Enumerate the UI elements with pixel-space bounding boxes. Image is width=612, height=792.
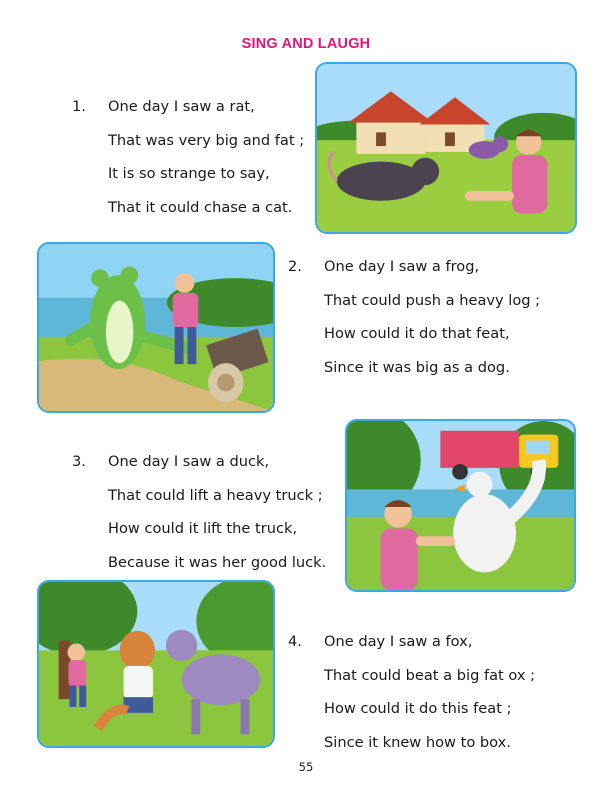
poem-line: How could it do this feat ;	[324, 700, 512, 717]
poem-number: 2.	[288, 258, 302, 275]
poem-line: That could push a heavy log ;	[324, 291, 541, 309]
poem-line: Because it was her good luck.	[108, 553, 327, 571]
poem-line: Since it was big as a dog.	[324, 358, 510, 376]
poem-number: 3.	[72, 453, 86, 470]
illustration-rat-chasing-cat	[315, 62, 577, 234]
poem-line: One day I saw a rat,	[108, 98, 255, 115]
illustration-duck-lifting-truck	[345, 419, 576, 592]
illustration-frog-pushing-log	[37, 242, 275, 413]
poem-line: One day I saw a fox,	[324, 633, 473, 650]
poem-line: Since it knew how to box.	[324, 733, 511, 751]
poem-line: That could lift a heavy truck ;	[108, 486, 323, 504]
poem-line: One day I saw a duck,	[108, 453, 270, 470]
poem-line: That was very big and fat ;	[108, 131, 305, 149]
illustration-fox-boxing-ox	[37, 580, 275, 748]
poem-number: 4.	[288, 633, 302, 650]
poem-line: It is so strange to say,	[108, 165, 270, 182]
poem-line: That it could chase a cat.	[108, 198, 293, 216]
poem-line: One day I saw a frog,	[324, 258, 480, 275]
poem-number: 1.	[72, 98, 86, 115]
page-title: SING AND LAUGH	[241, 36, 371, 52]
poem-line: How could it do that feat,	[324, 325, 510, 342]
poem-line: That could beat a big fat ox ;	[324, 666, 536, 684]
page-number: 55	[298, 760, 314, 774]
poem-line: How could it lift the truck,	[108, 520, 298, 537]
